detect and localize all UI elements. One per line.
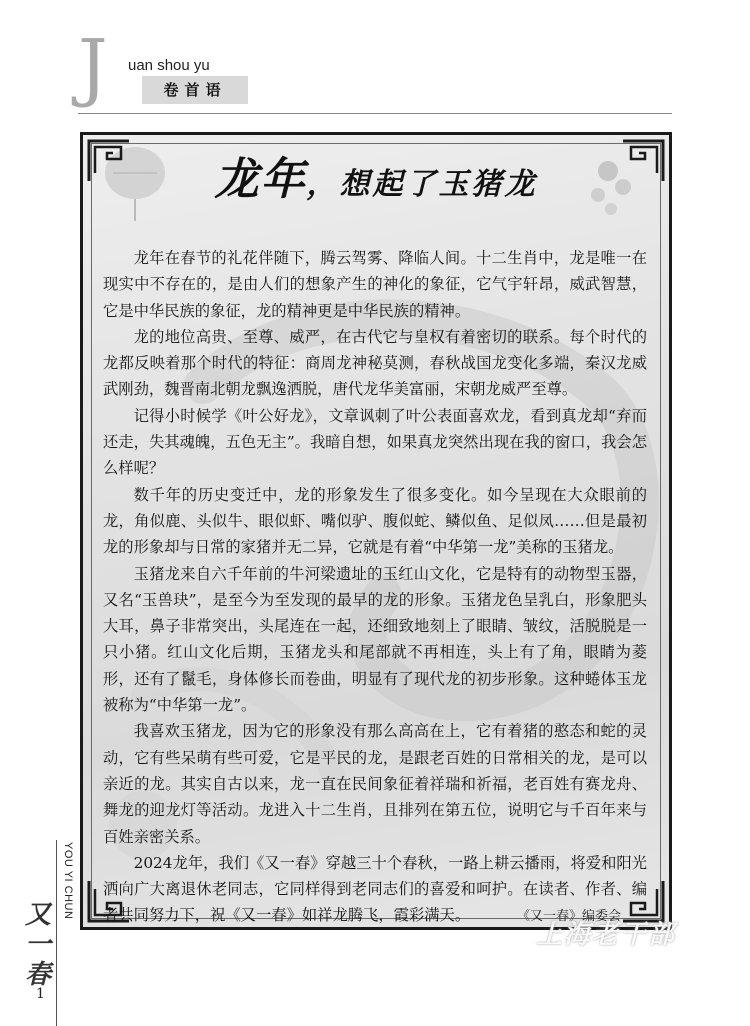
paragraph: 记得小时候学《叶公好龙》，文章讽刺了叶公表面喜欢龙，看到真龙却“弃而还走，失其魂魄，五色无主”。我暗自想，如果真龙突然出现在我的窗口，我会怎么样呢？ — [103, 406, 647, 478]
paragraph: 龙的地位高贵、至尊、威严，在古代它与皇权有着密切的联系。每个时代的龙都反映着那个时代的特征：商周龙神秘莫测，春秋战国龙变化多端，秦汉龙威武刚劲，魏晋南北朝龙飘逸洒脱，唐代龙华美富丽，宋朝龙威严至尊。 — [103, 327, 647, 399]
watermark-logo: 上海老干部 — [536, 920, 677, 950]
header-initial-letter: J — [78, 24, 108, 110]
side-divider — [56, 840, 57, 1026]
paragraph: 玉猪龙来自六千年前的牛河梁遗址的玉红山文化，它是特有的动物型玉器，又名“玉兽玦”，是至今为至发现的最早的龙的形象。玉猪龙色呈乳白，形象肥头大耳，鼻子非常突出，头尾连在一起，还细致地刻上了眼睛、皱纹，活脱脱是一只小猪。红山文化后期，玉猪龙头和尾部就不再相连，头上有了角，眼睛为菱形，还有了鬣毛，身体修长而卷曲，明显有了现代龙的初步形象。这种蜷体玉龙被称为“中华第一龙”。 — [103, 564, 647, 715]
magazine-pinyin: YOU YI CHUN — [62, 842, 74, 920]
paragraph: 数千年的历史变迁中，龙的形象发生了很多变化。如今呈现在大众眼前的龙，角似鹿、头似牛、眼似虾、嘴似驴、腹似蛇、鳞似鱼、足似凤……但是最初龙的形象却与日常的家猪并无二异，它就是有着“中华第一龙”美称的玉猪龙。 — [103, 485, 647, 557]
title-main: 龙年 — [214, 154, 307, 205]
paragraph: 龙年在春节的礼花伴随下，腾云驾雾、降临人间。十二生肖中，龙是唯一在现实中不存在的，是由人们的想象产生的神化的象征，它气宇轩昂，威武智慧，它是中华民族的象征，龙的精神更是中华民族的精神。 — [103, 249, 647, 320]
article-body — [103, 245, 647, 929]
title-separator: ， — [306, 167, 340, 202]
header-pinyin: uan shou yu — [128, 57, 210, 74]
title-rest: 想起了玉猪龙 — [339, 167, 538, 202]
signature: 《又一春》编委会 — [516, 909, 621, 924]
paragraph: 2024龙年，我们《又一春》穿越三十个春秋，一路上耕云播雨，将爱和阳光洒向广大离退休老同志，它同样得到老同志们的喜爱和呵护。在读者、作者、编者共同努力下，祝《又一春》如祥龙腾飞，霞彩满天。 — [103, 853, 647, 925]
article-title — [83, 143, 669, 207]
page-number: 1 — [36, 986, 45, 1002]
article-frame — [80, 132, 672, 930]
magazine-title: 又一春 — [24, 900, 51, 990]
paragraph: 我喜欢玉猪龙，因为它的形象没有那么高高在上，它有着猪的憨态和蛇的灵动，它有些呆萌有些可爱，它是平民的龙，是跟老百姓的日常相关的龙，是可以亲近的龙。其实自古以来，龙一直在民间象征着祥瑞和祈福，老百姓有赛龙舟、舞龙的迎龙灯等活动。龙进入十二生肖，且排列在第五位，说明它与千百年来与百姓亲密关系。 — [103, 722, 647, 846]
section-label: 卷首语 — [142, 76, 248, 104]
header-divider — [78, 113, 672, 114]
